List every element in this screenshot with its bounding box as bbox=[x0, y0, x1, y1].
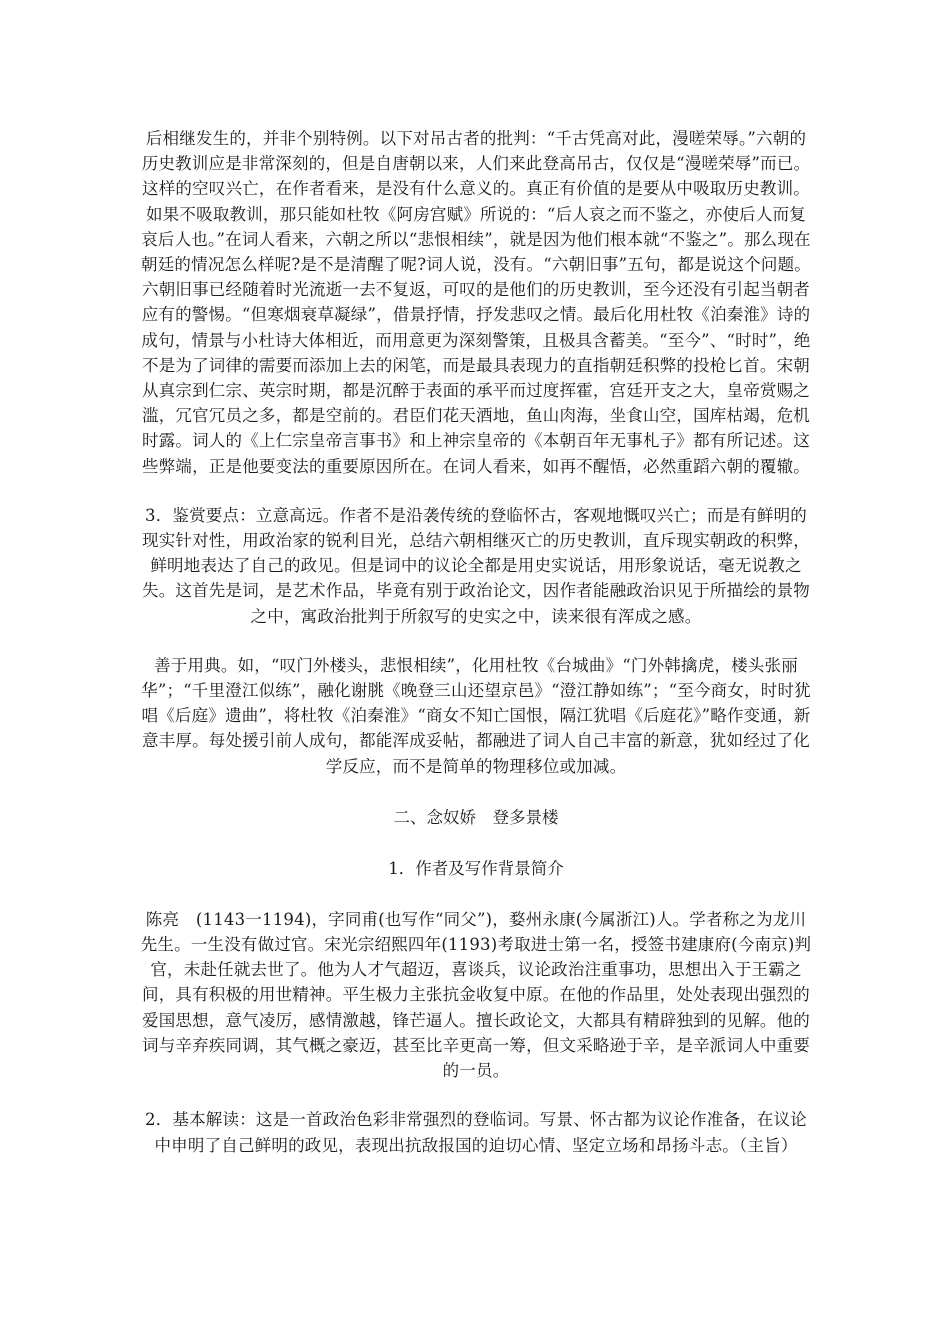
paragraph-appreciation-points: 3．鉴赏要点：立意高远。作者不是沿袭传统的登临怀古，客观地慨叹兴亡；而是有鲜明的现实针对性，用政治家的锐利目光，总结六朝相继灭亡的历史教训，直斥现实朝政的积弊，鲜明地表达了自己的政见。但是词中的议论全都是用史实说话，用形象说话，毫无说教之失。这首先是词，是艺术作品，毕竟有别于政治论文，因作者能融政治识见于所描绘的景物之中，寓政治批判于所叙写的史实之中，读来很有浑成之感。 bbox=[142, 505, 810, 626]
section-heading-niannujiao: 二、念奴娇 登多景楼 bbox=[393, 807, 559, 827]
paragraph-basic-reading: 2．基本解读：这是一首政治色彩非常强烈的登临词。写景、怀古都为议论作准备，在议论中申明了自己鲜明的政见，表现出抗敌报国的迫切心情、坚定立场和昂扬斗志。（主旨） bbox=[145, 1110, 807, 1155]
paragraph-chen-liang-bio: 陈亮 (1143一1194)，字同甫(也写作“同父”)，婺州永康(今属浙江)人。学者称之为龙川先生。一生没有做过官。宋光宗绍熙四年(1193)考取进士第一名，授签书建康府(今南京)判官，未赴任就去世了。他为人才气超迈，喜谈兵，议论政治注重事功，思想出入于王霸之间，具有积极的用世精神。平生极力主张抗金收复中原。在他的作品里，处处表现出强烈的爱国思想，意气凌厉，感情激越，锋芒逼人。擅长政论文，大都具有精辟独到的见解。他的词与辛弃疾同调，其气概之豪迈，甚至比辛更高一筹，但文采略逊于辛，是辛派词人中重要的一员。 bbox=[140, 909, 812, 1081]
document-page bbox=[140, 126, 812, 1158]
paragraph-allusions: 善于用典。如，“叹门外楼头，悲恨相续”，化用杜牧《台城曲》“门外韩擒虎，楼头张丽华”；“千里澄江似练”，融化谢朓《晚登三山还望京邑》“澄江静如练”；“至今商女，时时犹唱《后庭》遗曲”，将杜牧《泊秦淮》“商女不知亡国恨，隔江犹唱《后庭花》”略作变通，新意丰厚。每处援引前人成句，都能浑成妥帖，都融进了词人自己丰富的新意，犹如经过了化学反应，而不是简单的物理移位或加减。 bbox=[141, 655, 811, 776]
paragraph-liuchao-critique: 后相继发生的，并非个别特例。以下对吊古者的批判：“千古凭高对此，漫嗟荣辱。”六朝的历史教训应是非常深刻的，但是自唐朝以来，人们来此登高吊古，仅仅是“漫嗟荣辱”而已。这样的空叹兴亡，在作者看来，是没有什么意义的。真正有价值的是要从中吸取历史教训。如果不吸取教训，那只能如杜牧《阿房宫赋》所说的：“后人哀之而不鉴之，亦使后人而复哀后人也。”在词人看来，六朝之所以“悲恨相续”，就是因为他们根本就“不鉴之”。那么现在朝廷的情况怎么样呢?是不是清醒了呢?词人说，没有。“六朝旧事”五句，都是说这个问题。六朝旧事已经随着时光流逝一去不复返，可叹的是他们的历史教训，至今还没有引起当朝者应有的警惕。“但寒烟衰草凝绿”，借景抒情，抒发悲叹之情。最后化用杜牧《泊秦淮》诗的成句，情景与小杜诗大体相近，而用意更为深刻警策，且极具含蓄美。“至今”、“时时”，绝不是为了词律的需要而添加上去的闲笔，而是最具表现力的直指朝廷积弊的投枪匕首。宋朝从真宗到仁宗、英宗时期，都是沉醉于表面的承平而过度挥霍，宫廷开支之大，皇帝赏赐之滥，冗官冗员之多，都是空前的。君臣们花天酒地，鱼山肉海，坐食山空，国库枯竭，危机时露。词人的《上仁宗皇帝言事书》和上神宗皇帝的《本朝百年无事札子》都有所记述。这些弊端，正是他要变法的重要原因所在。在词人看来，如再不醒悟，必然重蹈六朝的覆辙。 bbox=[141, 129, 811, 476]
subsection-heading-author-background: 1．作者及写作背景简介 bbox=[388, 858, 564, 878]
